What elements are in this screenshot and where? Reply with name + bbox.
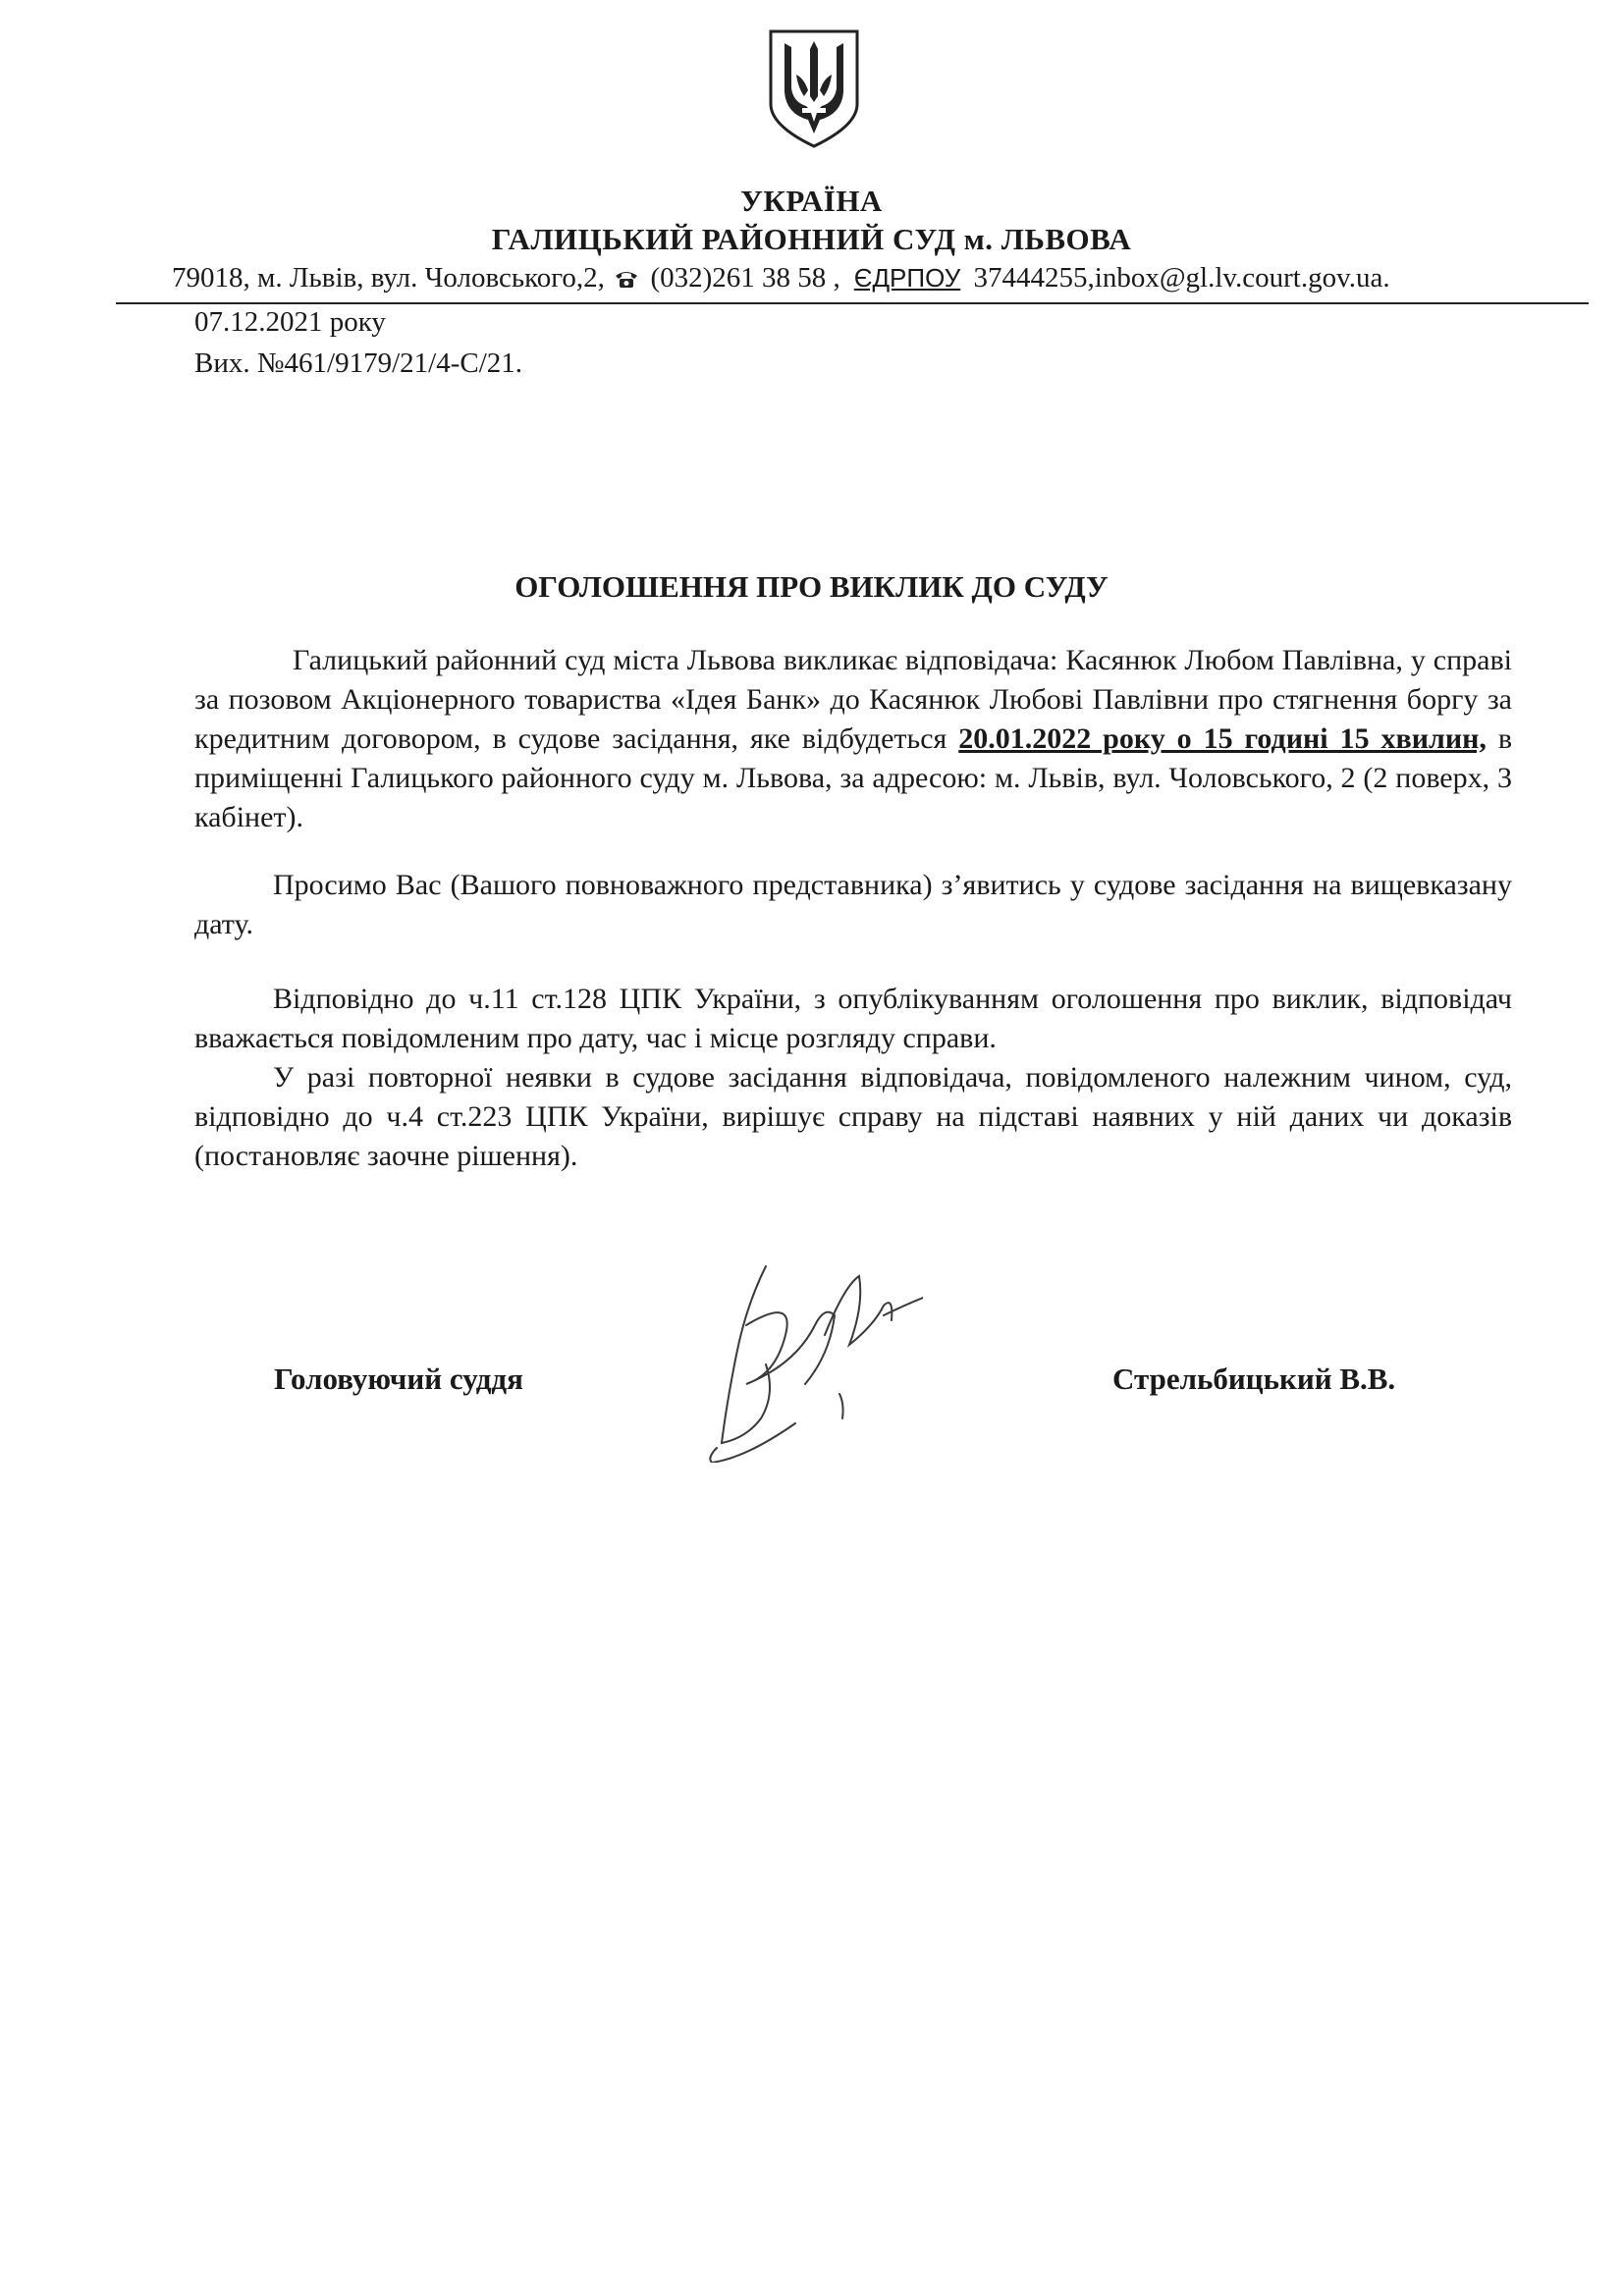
notice-publication-text: Відповідно до ч.11 ст.128 ЦПК України, з опублікуванням оголошення про виклик, відповідач вважається повідомленим про дату, час і місце розгляду справи.	[194, 983, 1512, 1054]
header-divider	[116, 302, 1589, 304]
court-contacts	[172, 262, 1566, 294]
document-title: ОГОЛОШЕННЯ ПРО ВИКЛИК ДО СУДУ	[514, 569, 1109, 604]
country-heading: УКРАЇНА	[740, 184, 883, 218]
court-address: 79018, м. Львів, вул. Чоловського,2,	[172, 262, 605, 294]
outgoing-reference-number: Вих. №461/9179/21/4-С/21.	[194, 347, 523, 379]
request-paragraph	[194, 866, 1512, 944]
summons-paragraph	[194, 641, 1512, 837]
request-text: Просимо Вас (Вашого повноважного представника) з’явитись у судове засідання на вищевказану дату.	[194, 869, 1512, 940]
summons-text-after: в приміщенні Галицького районного суду м. Львова, за адресою: м. Львів, вул. Чоловського, 2 (2 поверх, 3 кабінет).	[194, 722, 1512, 833]
handwritten-signature	[687, 1247, 923, 1463]
trident-emblem-icon	[765, 27, 863, 150]
judge-role-label: Головуючий суддя	[274, 1362, 523, 1396]
court-phone: (032)261 38 58 ,	[650, 262, 840, 294]
edrpou-label: ЄДРПОУ	[853, 263, 961, 293]
hearing-datetime: 20.01.2022 року о 15 годині 15 хвилин,	[958, 722, 1487, 755]
court-name-heading: ГАЛИЦЬКИЙ РАЙОННИЙ СУД м. ЛЬВОВА	[491, 222, 1132, 256]
absence-consequence-text: У разі повторної неявки в судове засідання відповідача, повідомленого належним чином, суд, відповідно до ч.4 ст.223 ЦПК України, вирішує справу на підставі наявних у ній даних чи доказів (постановляє заочне рішення).	[194, 1061, 1512, 1172]
document-date: 07.12.2021 року	[194, 306, 386, 338]
telephone-icon	[614, 268, 639, 290]
summons-text-before: Галицький районний суд міста Львова викликає відповідача: Касянюк Любом Павлівна, у справі за позовом Акціонерного товариства «Ідея Банк» до Касянюк Любові Павлівни про стягнення боргу за кредитним договором, в судове засідання, яке відбудеться	[194, 644, 1512, 755]
edrpou-and-email: 37444255,inbox@gl.lv.court.gov.ua.	[973, 262, 1390, 294]
legal-notice-paragraphs	[194, 980, 1512, 1176]
judge-name: Стрельбицький В.В.	[1112, 1362, 1396, 1396]
